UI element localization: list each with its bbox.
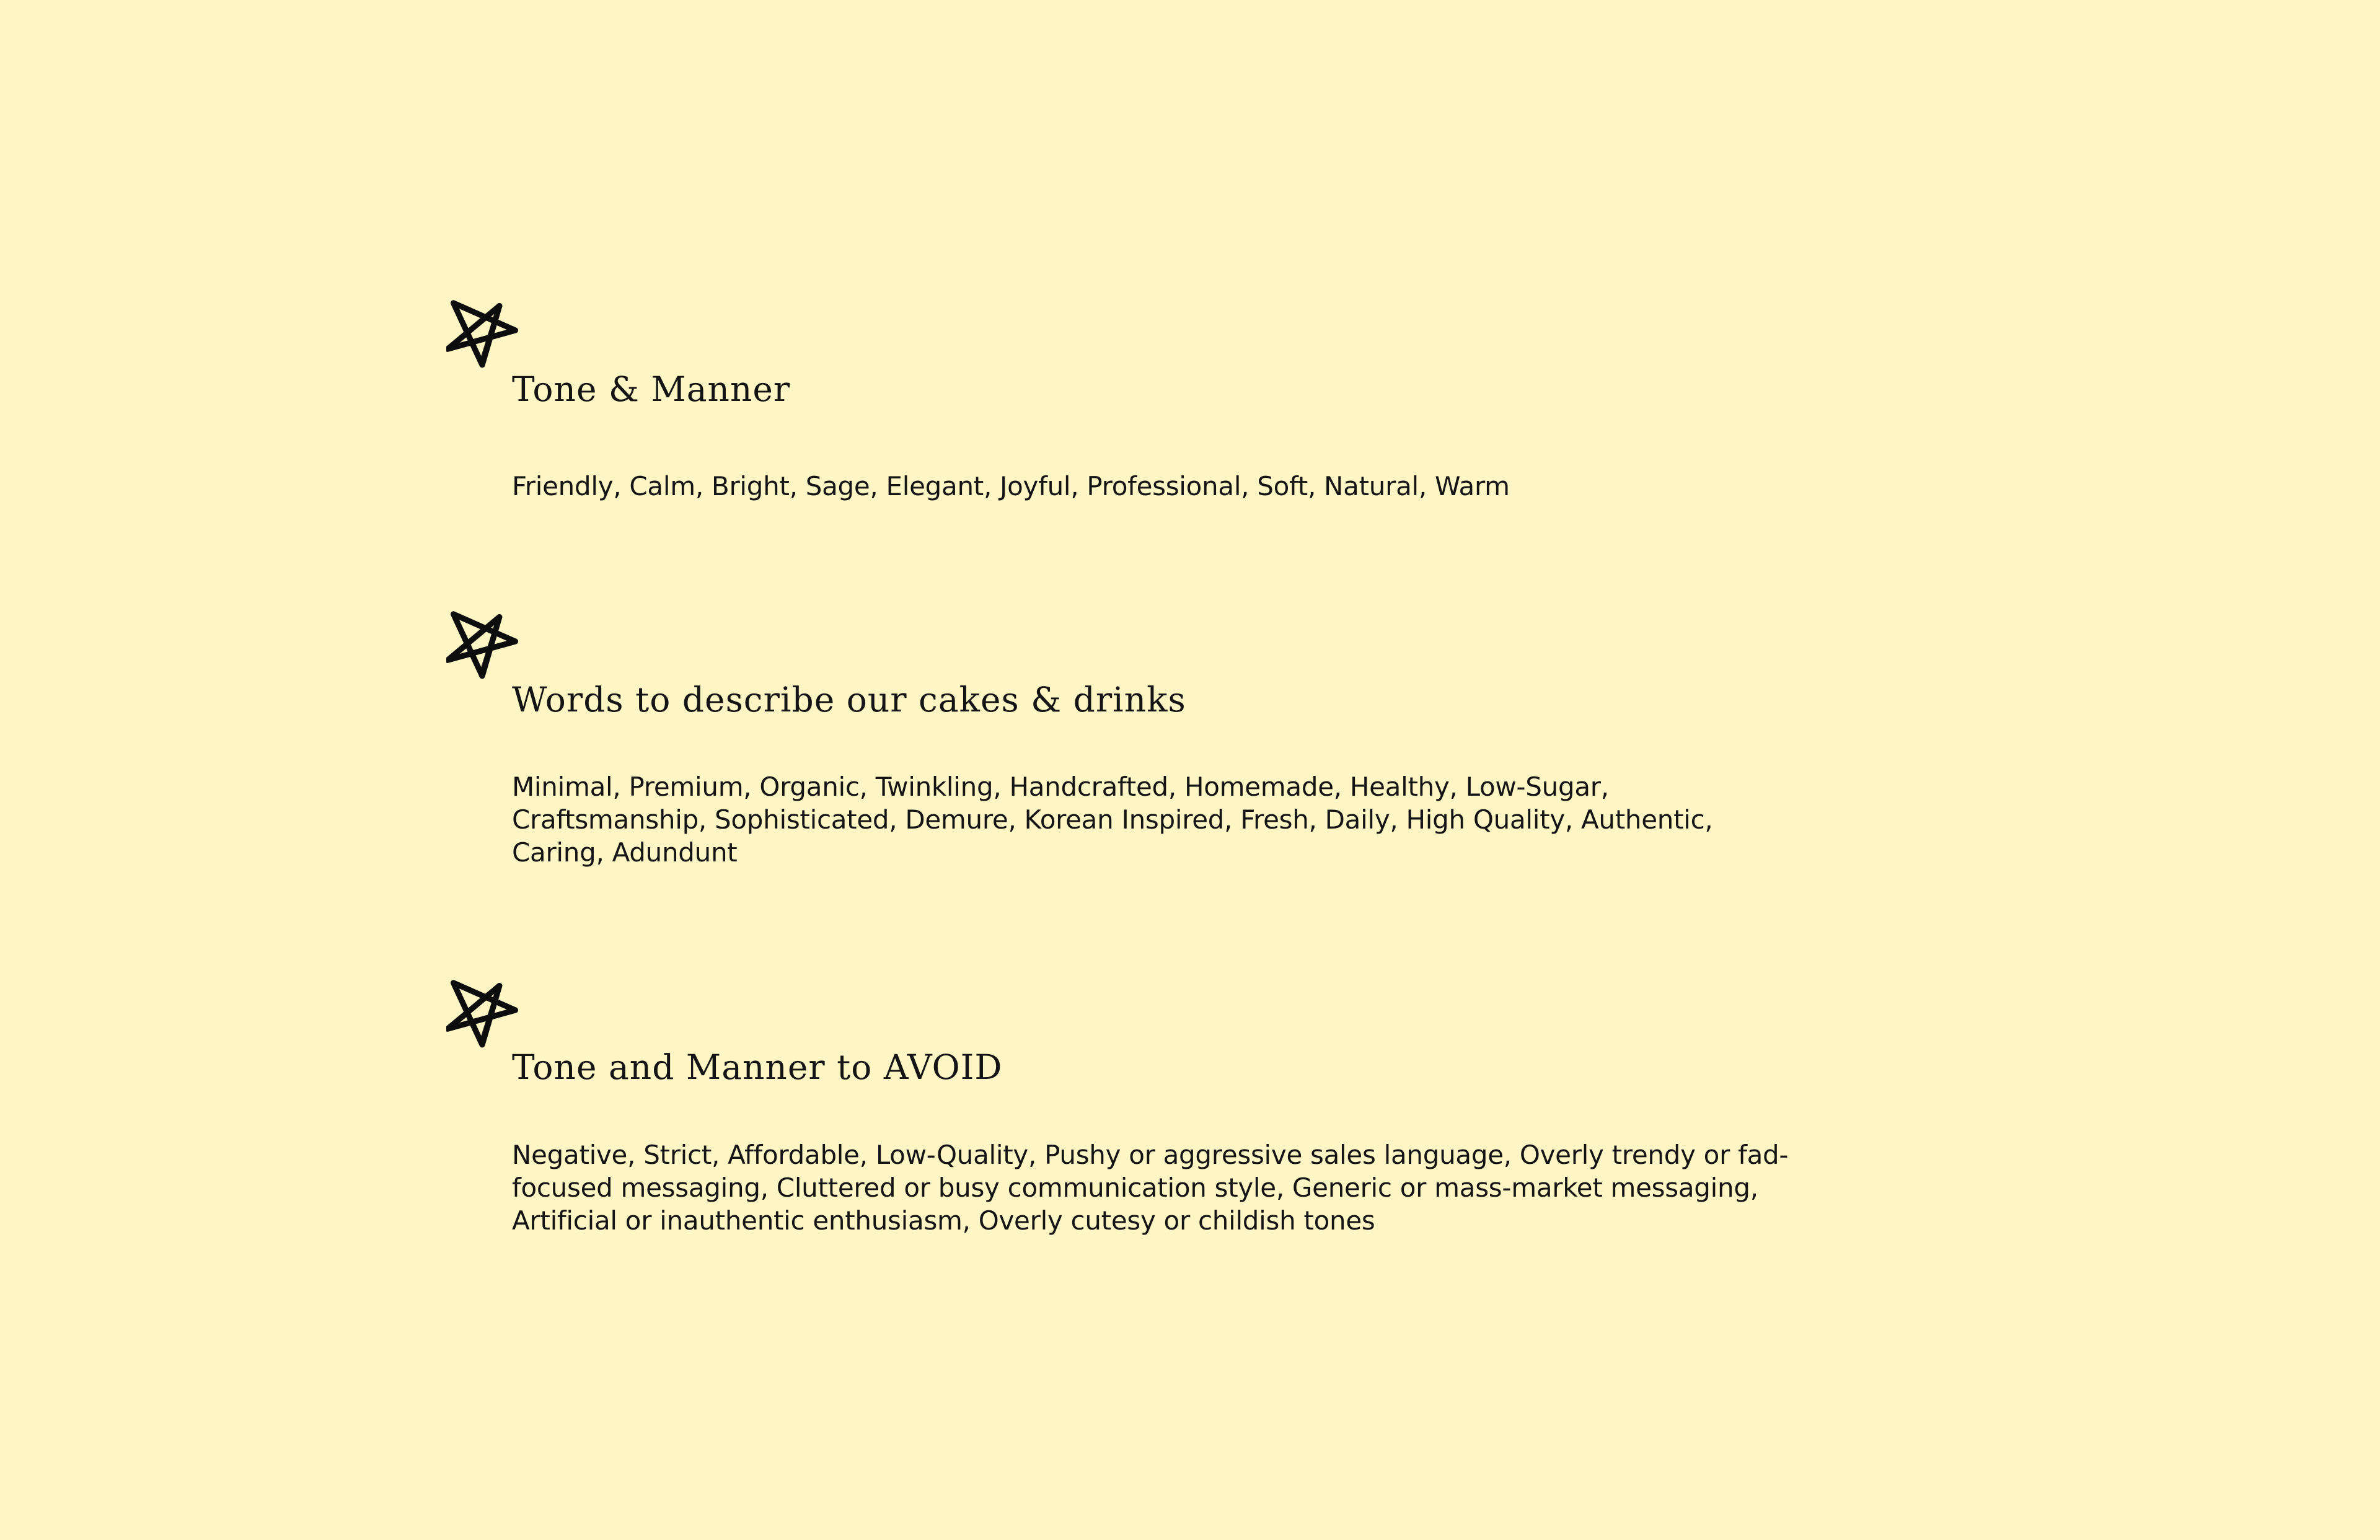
star-icon	[446, 610, 518, 682]
section-text: Minimal, Premium, Organic, Twinkling, Handcrafted, Homemade, Healthy, Low-Sugar, Craftsmanship, Sophisticated, Demure, Korean Inspired, Fresh, Daily, High Quality, Authentic, Caring, Adundunt	[512, 772, 1713, 868]
star-icon	[446, 979, 518, 1050]
section-title: Tone and Manner to AVOID	[512, 1047, 1003, 1087]
section-text: Negative, Strict, Affordable, Low-Quality, Pushy or aggressive sales language, Overly trendy or fad-focused messaging, Cluttered or busy communication style, Generic or mass-market messaging, Artificial or inauthentic enthusiasm, Overly cutesy or childish tones	[512, 1140, 1789, 1236]
section-text: Friendly, Calm, Bright, Sage, Elegant, Joyful, Professional, Soft, Natural, Warm	[512, 471, 1510, 501]
section-title: Tone & Manner	[512, 369, 791, 409]
section-title: Words to describe our cakes & drinks	[512, 680, 1186, 719]
star-icon	[446, 299, 518, 371]
